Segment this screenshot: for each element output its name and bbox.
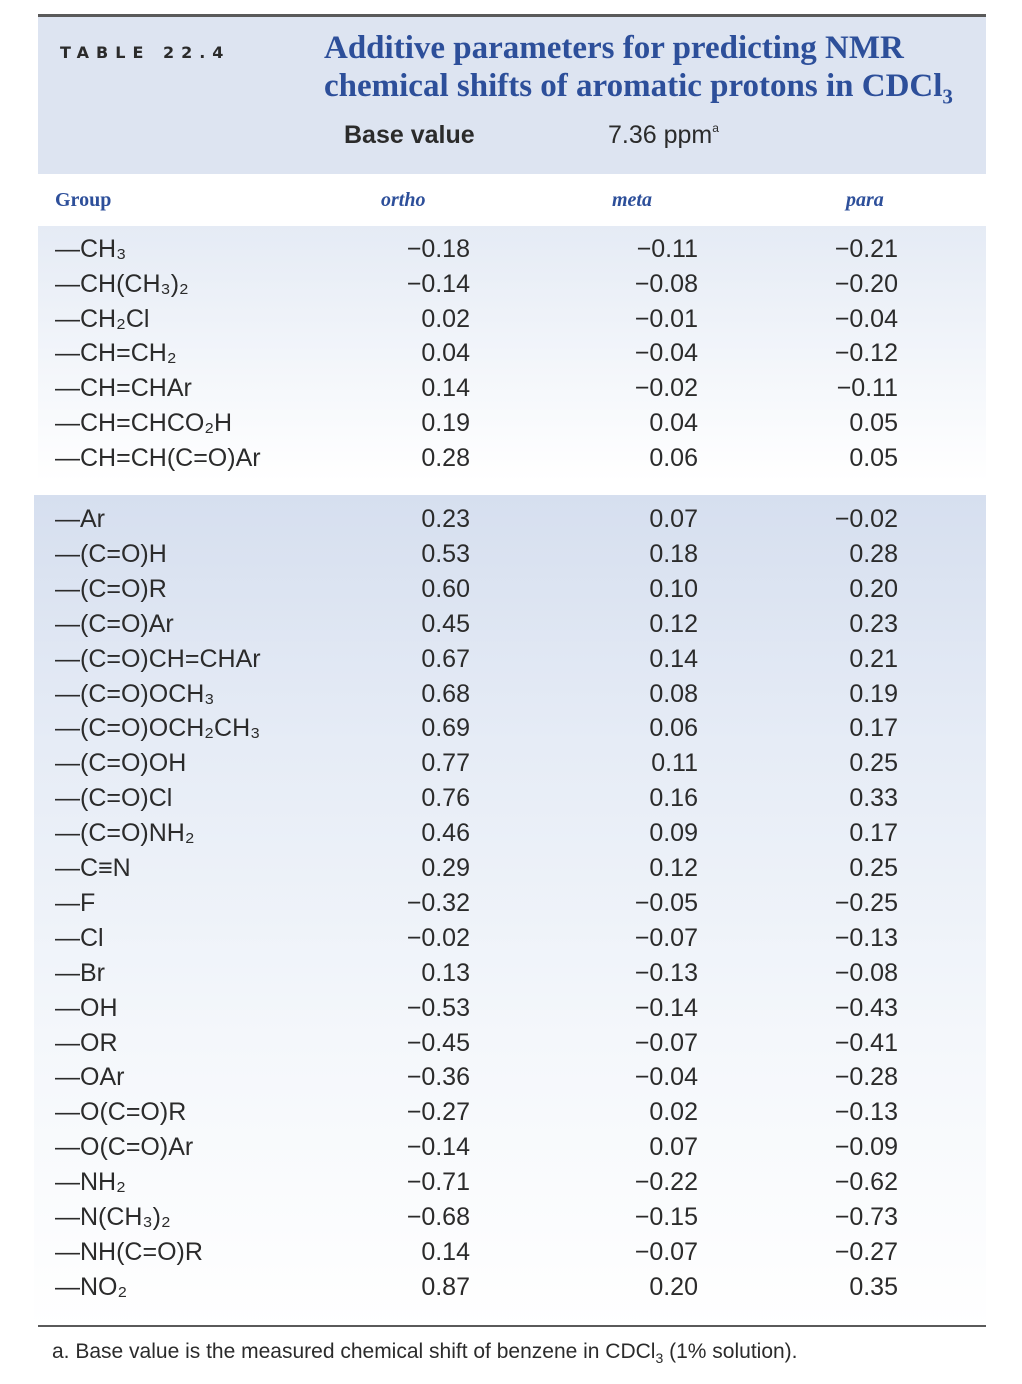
para-cell: 0.05 (849, 409, 898, 437)
group-cell: —CH=CHCO₂H (55, 409, 233, 437)
table-row (38, 851, 986, 886)
group-cell: —CH(CH₃)₂ (55, 269, 189, 298)
meta-cell: 0.06 (649, 714, 698, 743)
table-row (38, 1200, 986, 1235)
meta-cell: 0.06 (649, 443, 698, 472)
para-cell: 0.19 (849, 679, 898, 708)
para-cell: −0.20 (834, 269, 898, 298)
group-cell: —CH₃ (55, 235, 127, 263)
table-row (38, 816, 986, 851)
meta-cell: −0.07 (634, 1237, 698, 1266)
table-row (38, 1270, 986, 1305)
ortho-cell: 0.69 (421, 714, 470, 743)
ortho-cell: 0.13 (421, 958, 470, 987)
meta-cell: −0.07 (634, 923, 698, 952)
para-cell: 0.33 (849, 784, 898, 813)
ortho-cell: −0.71 (406, 1168, 470, 1197)
ortho-cell: 0.29 (421, 854, 470, 882)
table-row (38, 336, 986, 371)
group-cell: —(C=O)OH (55, 749, 187, 778)
group-cell: —CH₂Cl (55, 304, 150, 333)
meta-cell: −0.02 (634, 374, 698, 403)
para-cell: 0.23 (849, 609, 898, 638)
ortho-cell: 0.60 (421, 574, 470, 603)
table-row (38, 1060, 986, 1095)
table-row (38, 991, 986, 1026)
table-row (38, 642, 986, 677)
ortho-cell: −0.14 (406, 269, 470, 298)
para-cell: −0.08 (834, 958, 898, 987)
group-cell: —CH=CH₂ (55, 339, 177, 368)
meta-cell: −0.01 (634, 304, 698, 333)
title-line-2: chemical shifts of aromatic protons in CDCl (324, 68, 943, 104)
meta-cell: 0.14 (649, 644, 698, 673)
column-header-group: Group (55, 189, 112, 211)
meta-cell: 0.07 (649, 1133, 698, 1162)
group-cell: —CH=CHAr (55, 374, 192, 403)
ortho-cell: 0.53 (421, 539, 470, 568)
table-row (38, 781, 986, 816)
table-row (38, 371, 986, 406)
table-row (38, 572, 986, 607)
meta-cell: 0.04 (649, 409, 698, 437)
para-cell: −0.11 (836, 374, 898, 403)
group-cell: —(C=O)CH=CHAr (55, 644, 261, 673)
group-cell: —NO₂ (55, 1272, 128, 1301)
para-cell: 0.20 (849, 574, 898, 603)
group-cell: —O(C=O)R (55, 1098, 187, 1127)
meta-cell: 0.02 (649, 1098, 698, 1127)
table-row (38, 1235, 986, 1270)
para-cell: −0.25 (834, 888, 898, 917)
para-cell: −0.04 (834, 304, 898, 333)
group-cell: —(C=O)R (55, 574, 167, 603)
meta-cell: 0.10 (649, 574, 698, 603)
group-cell: —OH (55, 993, 118, 1022)
group-cell: —(C=O)OCH₃ (55, 679, 215, 708)
group-cell: —F (55, 888, 96, 917)
ortho-cell: 0.14 (421, 374, 470, 403)
meta-cell: 0.20 (649, 1272, 698, 1301)
group-cell: —N(CH₃)₂ (55, 1203, 171, 1231)
meta-cell: −0.04 (634, 1063, 698, 1092)
group-cell: —NH₂ (55, 1168, 126, 1197)
table-row (38, 441, 986, 476)
para-cell: −0.13 (834, 1098, 898, 1127)
ortho-cell: −0.02 (406, 923, 470, 952)
table-row (38, 956, 986, 991)
para-cell: 0.25 (849, 749, 898, 778)
column-headers (38, 174, 986, 226)
table-row (38, 1165, 986, 1200)
ortho-cell: 0.45 (421, 609, 470, 638)
para-cell: 0.35 (849, 1272, 898, 1301)
ortho-cell: −0.32 (406, 888, 470, 917)
group-cell: —CH=CH(C=O)Ar (55, 443, 261, 472)
group-cell: —Ar (55, 505, 105, 533)
table-row (38, 502, 986, 537)
para-cell: 0.21 (849, 644, 898, 673)
group-cell: —NH(C=O)R (55, 1237, 203, 1266)
group-cell: —OAr (55, 1063, 125, 1092)
para-cell: −0.21 (834, 235, 898, 263)
table-row (38, 1130, 986, 1165)
para-cell: −0.27 (834, 1237, 898, 1266)
meta-cell: −0.13 (634, 958, 698, 987)
group-cell: —(C=O)H (55, 539, 167, 568)
ortho-cell: −0.68 (406, 1203, 470, 1231)
meta-cell: 0.18 (649, 539, 698, 568)
ortho-cell: 0.77 (421, 749, 470, 778)
para-cell: 0.17 (849, 819, 898, 848)
ortho-cell: −0.27 (406, 1098, 470, 1127)
ortho-cell: 0.87 (421, 1272, 470, 1301)
group-cell: —Br (55, 958, 105, 987)
footnote-text-end: (1% solution). (663, 1340, 798, 1363)
meta-cell: −0.04 (634, 339, 698, 368)
footnote (52, 1340, 798, 1366)
group-cell: —Cl (55, 923, 104, 952)
base-value-number: 7.36 ppm (608, 121, 713, 149)
ortho-cell: −0.45 (406, 1028, 470, 1057)
meta-cell: −0.05 (634, 888, 698, 917)
table-row (38, 886, 986, 921)
para-cell: −0.13 (834, 923, 898, 952)
para-cell: −0.02 (834, 505, 898, 533)
column-header-para: para (846, 189, 884, 211)
meta-cell: −0.14 (634, 993, 698, 1022)
bottom-rule (38, 1325, 986, 1327)
ortho-cell: 0.68 (421, 679, 470, 708)
para-cell: 0.28 (849, 539, 898, 568)
ortho-cell: −0.53 (406, 993, 470, 1022)
footnote-subscript: 3 (655, 1350, 664, 1367)
ortho-cell: 0.23 (421, 505, 470, 533)
table-row (38, 232, 986, 267)
ortho-cell: 0.04 (421, 339, 470, 368)
meta-cell: 0.16 (649, 784, 698, 813)
para-cell: −0.73 (834, 1203, 898, 1231)
meta-cell: 0.09 (649, 819, 698, 848)
column-header-ortho: ortho (381, 189, 426, 211)
column-header-meta: meta (612, 189, 652, 211)
table-row (38, 1026, 986, 1061)
group-cell: —O(C=O)Ar (55, 1133, 194, 1162)
ortho-cell: 0.76 (421, 784, 470, 813)
footnote-text: a. Base value is the measured chemical shift of benzene in CDCl (52, 1340, 656, 1363)
para-cell: −0.41 (834, 1028, 898, 1057)
group-cell: —C≡N (55, 854, 131, 882)
meta-cell: −0.08 (634, 269, 698, 298)
ortho-cell: −0.14 (406, 1133, 470, 1162)
ortho-cell: 0.19 (421, 409, 470, 437)
ortho-cell: 0.67 (421, 644, 470, 673)
title-line-1: Additive parameters for predicting NMR (324, 30, 904, 66)
para-cell: −0.12 (834, 339, 898, 368)
title-subscript: 3 (942, 84, 953, 109)
group-cell: —(C=O)Cl (55, 784, 173, 813)
table-row (38, 711, 986, 746)
table-row (38, 1095, 986, 1130)
ortho-cell: 0.28 (421, 443, 470, 472)
table-row (38, 607, 986, 642)
ortho-cell: 0.46 (421, 819, 470, 848)
meta-cell: 0.08 (649, 679, 698, 708)
base-value-label: Base value (344, 121, 475, 149)
ortho-cell: −0.36 (406, 1063, 470, 1092)
meta-cell: −0.07 (634, 1028, 698, 1057)
ortho-cell: 0.02 (421, 304, 470, 333)
para-cell: 0.17 (849, 714, 898, 743)
group-cell: —(C=O)OCH₂CH₃ (55, 714, 261, 743)
para-cell: −0.28 (834, 1063, 898, 1092)
para-cell: −0.43 (834, 993, 898, 1022)
table-row (38, 537, 986, 572)
ortho-cell: 0.14 (421, 1237, 470, 1266)
group-cell: —OR (55, 1028, 118, 1057)
group-cell: —(C=O)Ar (55, 609, 174, 638)
table-row (38, 302, 986, 337)
meta-cell: −0.11 (636, 235, 698, 263)
base-value-footnote-mark: a (712, 121, 719, 135)
para-cell: −0.09 (834, 1133, 898, 1162)
para-cell: 0.05 (849, 443, 898, 472)
table-number: TABLE 22.4 (60, 43, 231, 62)
meta-cell: 0.07 (649, 505, 698, 533)
meta-cell: 0.11 (651, 749, 698, 778)
meta-cell: 0.12 (649, 609, 698, 638)
table-header (38, 17, 986, 174)
table-title (324, 29, 974, 109)
ortho-cell: −0.18 (406, 235, 470, 263)
para-cell: −0.62 (834, 1168, 898, 1197)
meta-cell: 0.12 (649, 854, 698, 882)
table-row (38, 746, 986, 781)
group-cell: —(C=O)NH₂ (55, 819, 195, 848)
para-cell: 0.25 (849, 854, 898, 882)
base-value (608, 121, 719, 150)
table-row (38, 406, 986, 441)
meta-cell: −0.15 (634, 1203, 698, 1231)
meta-cell: −0.22 (634, 1168, 698, 1197)
table-row (38, 267, 986, 302)
table-row (38, 921, 986, 956)
table-row (38, 677, 986, 712)
